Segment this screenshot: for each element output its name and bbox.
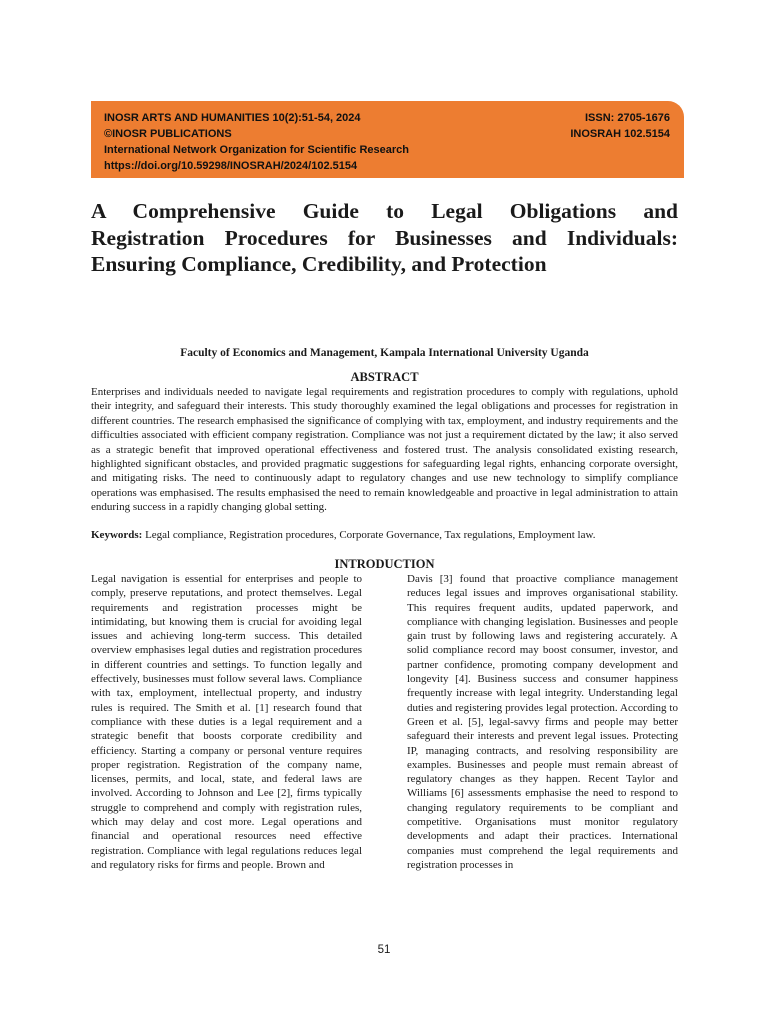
journal-citation: INOSR ARTS AND HUMANITIES 10(2):51-54, 2024: [104, 112, 361, 124]
introduction-heading: INTRODUCTION: [334, 557, 435, 571]
journal-info: [104, 110, 409, 174]
publisher-copyright: ©INOSR PUBLICATIONS: [104, 128, 232, 140]
doi-link[interactable]: https://doi.org/10.59298/INOSRAH/2024/102.5154: [104, 160, 358, 172]
abstract-text: Enterprises and individuals needed to navigate legal requirements and registration procedures to comply with regulations, uphold their integrity, and safeguard their interests. This study thoroughly examined the legal obligations and processes for registration in different countries. The research emphasised the significance of complying with tax, employment, and industry requirements and the difficulties associated with efficient company registration. Compliance was not just a requirement dictated by the law; it also served as a strategic benefit that improved operational effectiveness and fostered trust. The analysis consolidated existing research, highlighted significant obstacles, and provided pragmatic suggestions for safeguarding legal rights, enhancing corporate oversight, and mitigating risks. The need to continuously adapt to regulatory changes and use new technology to simplify compliance operations was emphasised. The results emphasised the need to remain knowledgeable and proactive in legal administration to attain enduring success in a rapidly changing global setting.: [91, 386, 678, 514]
introduction-left-column: Legal navigation is essential for enterprises and people to comply, preserve reputations, and protect themselves. Legal requirements and registration processes might be intimidating, but knowing them is crucial for avoiding legal issues and achieving long-term success. This detailed overview emphasises legal duties and registration procedures in different countries and settings. To function legally and effectively, businesses must follow several laws. Compliance with tax, employment, intellectual property, and industry rules is required. The Smith et al. [1] research found that compliance with these duties is a legal requirement and a strategic benefit that boosts corporate credibility and efficiency. Starting a company or personal venture requires proper registration. Registration of the company name, licenses, permits, and local, state, and federal laws are involved. According to Johnson and Lee [2], firms typically struggle to comprehend and comply with registration rules, which may delay and cost more. Legal operations and financial and operational resources need effective registration. Compliance with legal regulations reduces legal and regulatory risks for firms and people. Brown and: [91, 573, 362, 871]
keywords: [91, 528, 678, 542]
paper-title: [91, 198, 678, 278]
organization-name: International Network Organization for Scientific Research: [104, 144, 410, 156]
keywords-list: Legal compliance, Registration procedures, Corporate Governance, Tax regulations, Employment law.: [145, 529, 596, 541]
article-id: INOSRAH 102.5154: [570, 128, 670, 140]
page-number: 51: [377, 944, 391, 956]
title-line: Ensuring Compliance, Credibility, and Protection: [91, 252, 547, 276]
title-line: A Comprehensive Guide to Legal Obligations and: [91, 199, 678, 223]
journal-header-banner: [91, 101, 684, 178]
introduction-right-column: Davis [3] found that proactive compliance management reduces legal issues and improves organisational stability. This requires frequent audits, updated paperwork, and compliance with changing legislation. Businesses and people gain trust by following laws and registering accurately. A solid compliance record may boost consumer, investor, and partner confidence, promoting company development and longevity [4]. Business success and consumer happiness frequently increase with legal integrity. Understanding legal duties and registering provides legal protection. According to Green et al. [5], legal-savvy firms and people may better safeguard their interests and prevent legal issues. Protecting IP, managing contracts, and resolving responsibility are examples. Businesses and people must remain abreast of regulatory changes as they happen. Recent Taylor and Williams [6] assessments emphasise the need to respond to changing regulatory requirements to be compliant and competitive. Organisations must monitor regulatory developments and adapt their practices. International companies must comprehend the legal requirements and registration processes in: [407, 573, 678, 871]
abstract-heading: ABSTRACT: [350, 370, 419, 384]
issn: ISSN: 2705-1676: [585, 112, 670, 124]
keywords-label: Keywords:: [91, 529, 143, 541]
journal-identifiers: [570, 110, 670, 142]
author-affiliation: Faculty of Economics and Management, Kampala International University Uganda: [180, 347, 589, 359]
title-line: Registration Procedures for Businesses and Individuals:: [91, 225, 678, 250]
